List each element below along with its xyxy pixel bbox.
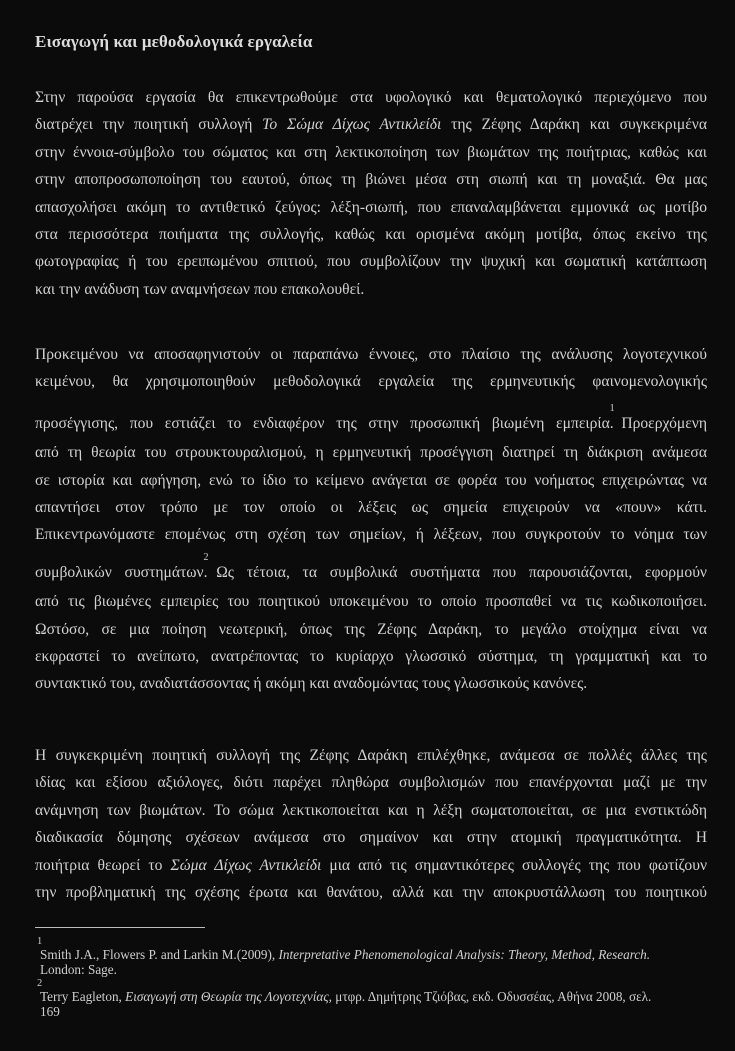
text-line: ποιήτρια θεωρεί το Σώμα Δίχως Αντικλείδι μια από τις σημαντικότερες συλλογές της που φωτίζουν bbox=[35, 856, 708, 874]
text-line: κειμένου, θα χρησιμοποιηθούν μεθοδολογικά εργαλεία της ερμηνευτικής φαινομενολογικής bbox=[35, 373, 707, 391]
text-line: απασχολήσει ακόμη το αντιθετικό ζεύγος: λέξη-σιωπή, που επαναλαμβάνεται εμμονικά ως μοτίβο bbox=[35, 198, 707, 216]
text-line: σε ιστορία και αφήγηση, ενώ το ίδιο το κείμενο ανάγεται σε φορέα του νοήματος επιχειρώντας να bbox=[35, 471, 707, 489]
text-line: στα περισσότερα ποιήματα της συλλογής, καθώς και ορισμένα ακόμη μοτίβα, όπως εκείνο της bbox=[35, 226, 707, 244]
text-line: φωτογραφίας ή του ερειπωμένου σπιτιού, που συμβολίζουν την ψυχική και σωματική κατάπτωση bbox=[35, 253, 707, 271]
book-title: Το Σώμα Δίχως Αντικλείδι bbox=[262, 116, 442, 134]
text-line: από τις βιωμένες εμπειρίες του ποιητικού υποκειμένου το οποίο προσπαθεί να τις κωδικοποιήσει. bbox=[35, 593, 707, 611]
footnote-number: 1 bbox=[37, 936, 43, 947]
text-line: στην έννοια-σύμβολο του σώματος και στη λεκτικοποίηση των βιωμάτων της ποιήτριας, καθώς και bbox=[35, 143, 707, 161]
text-line: Η συγκεκριμένη ποιητική συλλογή της Ζέφης Δαράκη επιλέχθηκε, ανάμεσα σε πολλές άλλες της bbox=[35, 747, 707, 764]
footnote-divider bbox=[35, 927, 205, 928]
footnote-number: 2 bbox=[37, 978, 43, 989]
section-heading: Εισαγωγή και μεθοδολογικά εργαλεία bbox=[35, 32, 313, 51]
paragraph-3 bbox=[35, 742, 707, 906]
text-line: Επικεντρωνόμαστε επομένως στη σχέση των σημείων, ή λέξεων, που συγκροτούν το νόημα των bbox=[35, 526, 707, 544]
text-line: την προβληματική της σχέσης έρωτα και θανάτου, αλλά και την αποκρυστάλλωση του ποιητικού bbox=[35, 884, 707, 902]
text-line: εκφραστεί το ανείπωτο, ανατρέποντας το κυρίαρχο γλωσσικό σύστημα, τη γραμματική και το bbox=[35, 648, 707, 666]
text-line: απαντήσει στον τρόπο με τον οποίο οι λέξεις ως σημεία επιχειρούν να «πουν» κάτι. bbox=[35, 499, 707, 517]
text-line: ιδίας και εξίσου αξιόλογες, διότι παρέχει πληθώρα συμβολισμών που επανέρχονται μαζί με την bbox=[35, 774, 707, 792]
text-line: στην αποπροσωποποίηση του εαυτού, όπως τη βιώνει μέσα στη σιωπή και τη μοναξιά. Θα μας bbox=[35, 171, 707, 189]
paragraph-1 bbox=[35, 84, 707, 303]
text-line: διαδικασία δόμησης σχέσεων ανάμεσα στο σημαίνον και στην ατομική πραγματικότητα. Η bbox=[35, 829, 707, 847]
text-line: από τη θεωρία του στρουκτουραλισμού, η ερμηνευτική προσέγγιση διατηρεί τη διάκριση ανάμεσα bbox=[35, 444, 707, 462]
paragraph-2 bbox=[35, 341, 707, 698]
book-title: Σώμα Δίχως Αντικλείδι bbox=[170, 856, 322, 874]
text-line: Ωστόσο, σε μια ποίηση νεωτερική, όπως της Ζέφης Δαράκη, το μεγάλο στοίχημα είναι να bbox=[35, 620, 707, 638]
text-line: διατρέχει την ποιητική συλλογή Το Σώμα Δίχως Αντικλείδι της Ζέφης Δαράκη και συγκεκριμένα bbox=[35, 116, 707, 134]
text-line: προσέγγισης, που εστιάζει το ενδιαφέρον της στην προσωπική βιωμένη εμπειρία.1 Προερχόμενη bbox=[35, 402, 707, 432]
text-line: Προκειμένου να αποσαφηνιστούν οι παραπάνω έννοιες, στο πλαίσιο της ανάλυσης λογοτεχνικού bbox=[35, 346, 707, 363]
footnote-2: 2 Terry Eagleton, Εισαγωγή στη Θεωρία της Λογοτεχνίας, μτφρ. Δημήτρης Τζιόβας, εκδ. Οδυσσέας, Αθήνα 2008, σελ. 169 bbox=[37, 978, 717, 1020]
footnote-1: 1 Smith J.A., Flowers P. and Larkin M.(2009), Interpretative Phenomenological Analysis: Theory, Method, Research. London: Sage. bbox=[37, 936, 717, 978]
text-line: συμβολικών συστημάτων.2 Ως τέτοια, τα συμβολικά συστήματα που παρουσιάζονται, εφορμούν bbox=[35, 551, 707, 581]
text-line: Στην παρούσα εργασία θα επικεντρωθούμε στα υφολογικό και θεματολογικό περιεχόμενο που bbox=[35, 89, 707, 106]
text-line: συντακτικό του, αναδιατάσσοντας ή ακόμη και αναδομώντας τους γλωσσικούς κανόνες. bbox=[35, 675, 588, 693]
text-line: ανάμνηση των βιωμάτων. Το σώμα λεκτικοποιείται και η λέξη σωματοποιείται, σε μια ενστικτώδη bbox=[35, 801, 707, 819]
text-line: και την ανάδυση των αναμνήσεων που επακολουθεί. bbox=[35, 280, 365, 298]
